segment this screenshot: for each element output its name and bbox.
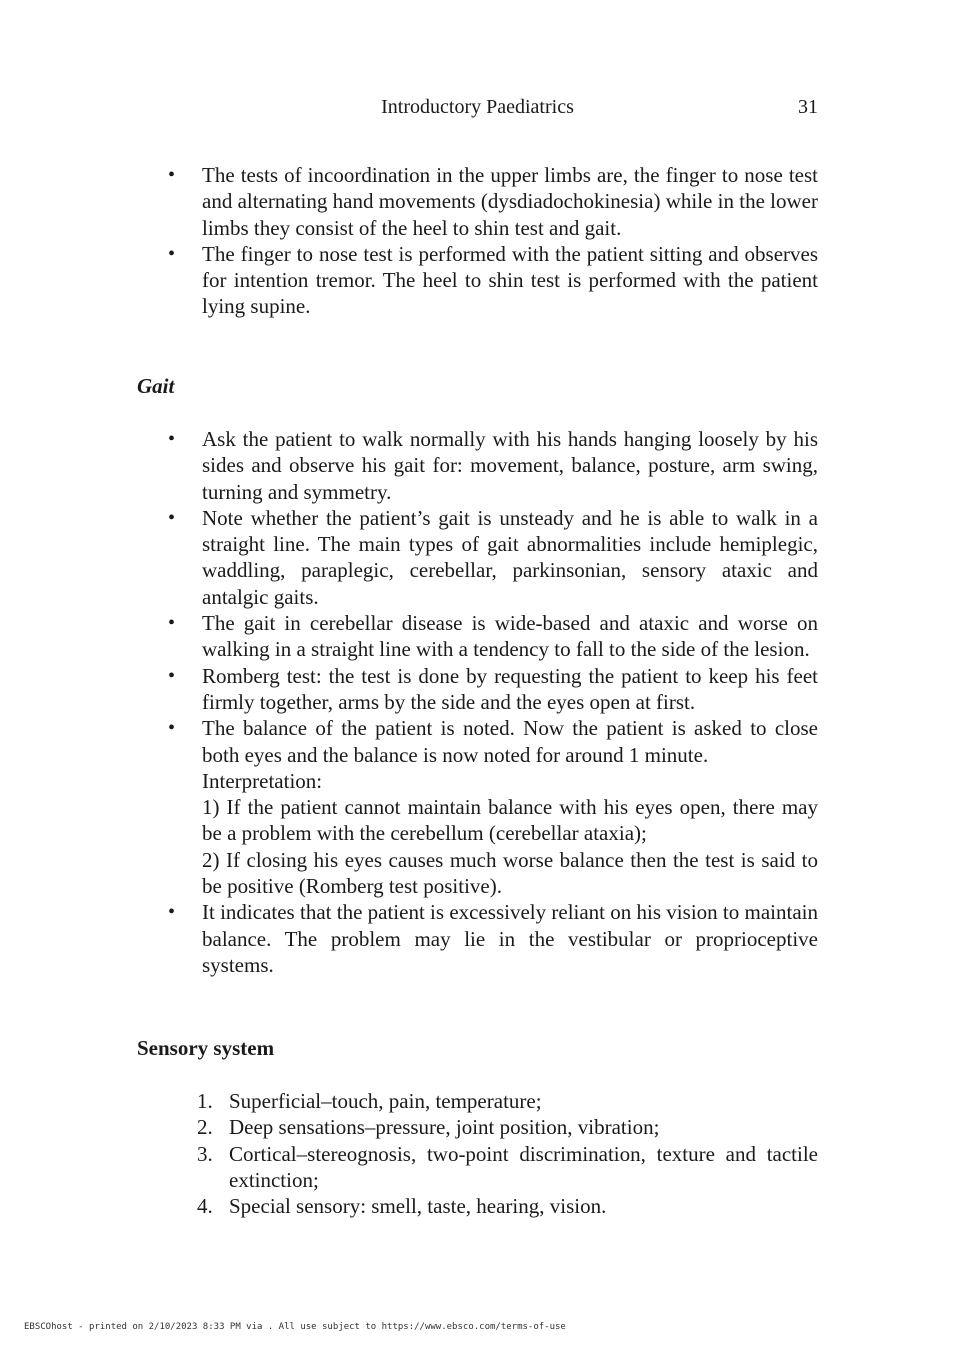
list-item: • Note whether the patient’s gait is unsteady and he is able to walk in a straight line. The main types of gait abnormalities include hemiplegic, waddling, paraplegic, cerebellar, parkinsonian, sensory ataxic and antalgic gaits. — [202, 505, 818, 610]
list-item: • The tests of incoordination in the upper limbs are, the finger to nose test and alternating hand movements (dysdiadochokinesia) while in the lower limbs they consist of the heel to shin test and gait. — [202, 162, 818, 241]
list-item-balance — [202, 715, 818, 899]
interpretation-2: 2) If closing his eyes causes much worse balance then the test is said to be positive (Romberg test positive). — [202, 847, 818, 899]
interpretation-1: 1) If the patient cannot maintain balance with his eyes open, there may be a problem with the cerebellum (cerebellar ataxia); — [202, 795, 818, 846]
list-item: • The gait in cerebellar disease is wide-based and ataxic and worse on walking in a straight line with a tendency to fall to the side of the lesion. — [202, 610, 818, 663]
gait-heading: Gait — [137, 374, 175, 398]
item-text: Superficial–touch, pain, temperature; — [229, 1089, 542, 1113]
item-text: Special sensory: smell, taste, hearing, vision. — [229, 1194, 607, 1219]
list-item: • The finger to nose test is performed with the patient sitting and observes for intention tremor. The heel to shin test is performed with the patient lying supine. — [202, 241, 818, 320]
sensory-heading: Sensory system — [137, 1036, 275, 1060]
balance-text: • The balance of the patient is noted. Now the patient is asked to close both eyes and the balance is now noted for around 1 minute. — [202, 716, 818, 767]
item-number: 2. — [197, 1115, 213, 1140]
sensory-numbered-list — [197, 1088, 818, 1219]
item-number: 3. — [197, 1141, 213, 1166]
item-text: Deep sensations–pressure, joint position, vibration; — [229, 1115, 660, 1140]
list-item — [197, 1141, 818, 1194]
item-number: 1. — [197, 1089, 213, 1113]
footer-notice: EBSCOhost - printed on 2/10/2023 8:33 PM via . All use subject to https://www.ebsco.com/terms-of-use — [24, 1322, 566, 1332]
running-title: Introductory Paediatrics — [381, 96, 574, 118]
list-item: • Romberg test: the test is done by requesting the patient to keep his feet firmly together, arms by the side and the eyes open at first. — [202, 663, 818, 716]
list-item — [197, 1088, 818, 1114]
list-item — [197, 1114, 818, 1140]
page-number: 31 — [798, 96, 818, 118]
list-item: • It indicates that the patient is excessively reliant on his vision to maintain balance. The problem may lie in the vestibular or proprioceptive systems. — [202, 899, 818, 978]
coordination-bullet-list — [202, 162, 818, 320]
list-item — [197, 1193, 818, 1219]
item-number: 4. — [197, 1194, 213, 1219]
gait-bullet-list — [202, 426, 818, 978]
item-text: Cortical–stereognosis, two-point discrimination, texture and tactile extinction; — [229, 1141, 818, 1192]
list-item: • Ask the patient to walk normally with his hands hanging loosely by his sides and observe his gait for: movement, balance, posture, arm swing, turning and symmetry. — [202, 426, 818, 505]
interpretation-label: Interpretation: — [202, 768, 323, 793]
